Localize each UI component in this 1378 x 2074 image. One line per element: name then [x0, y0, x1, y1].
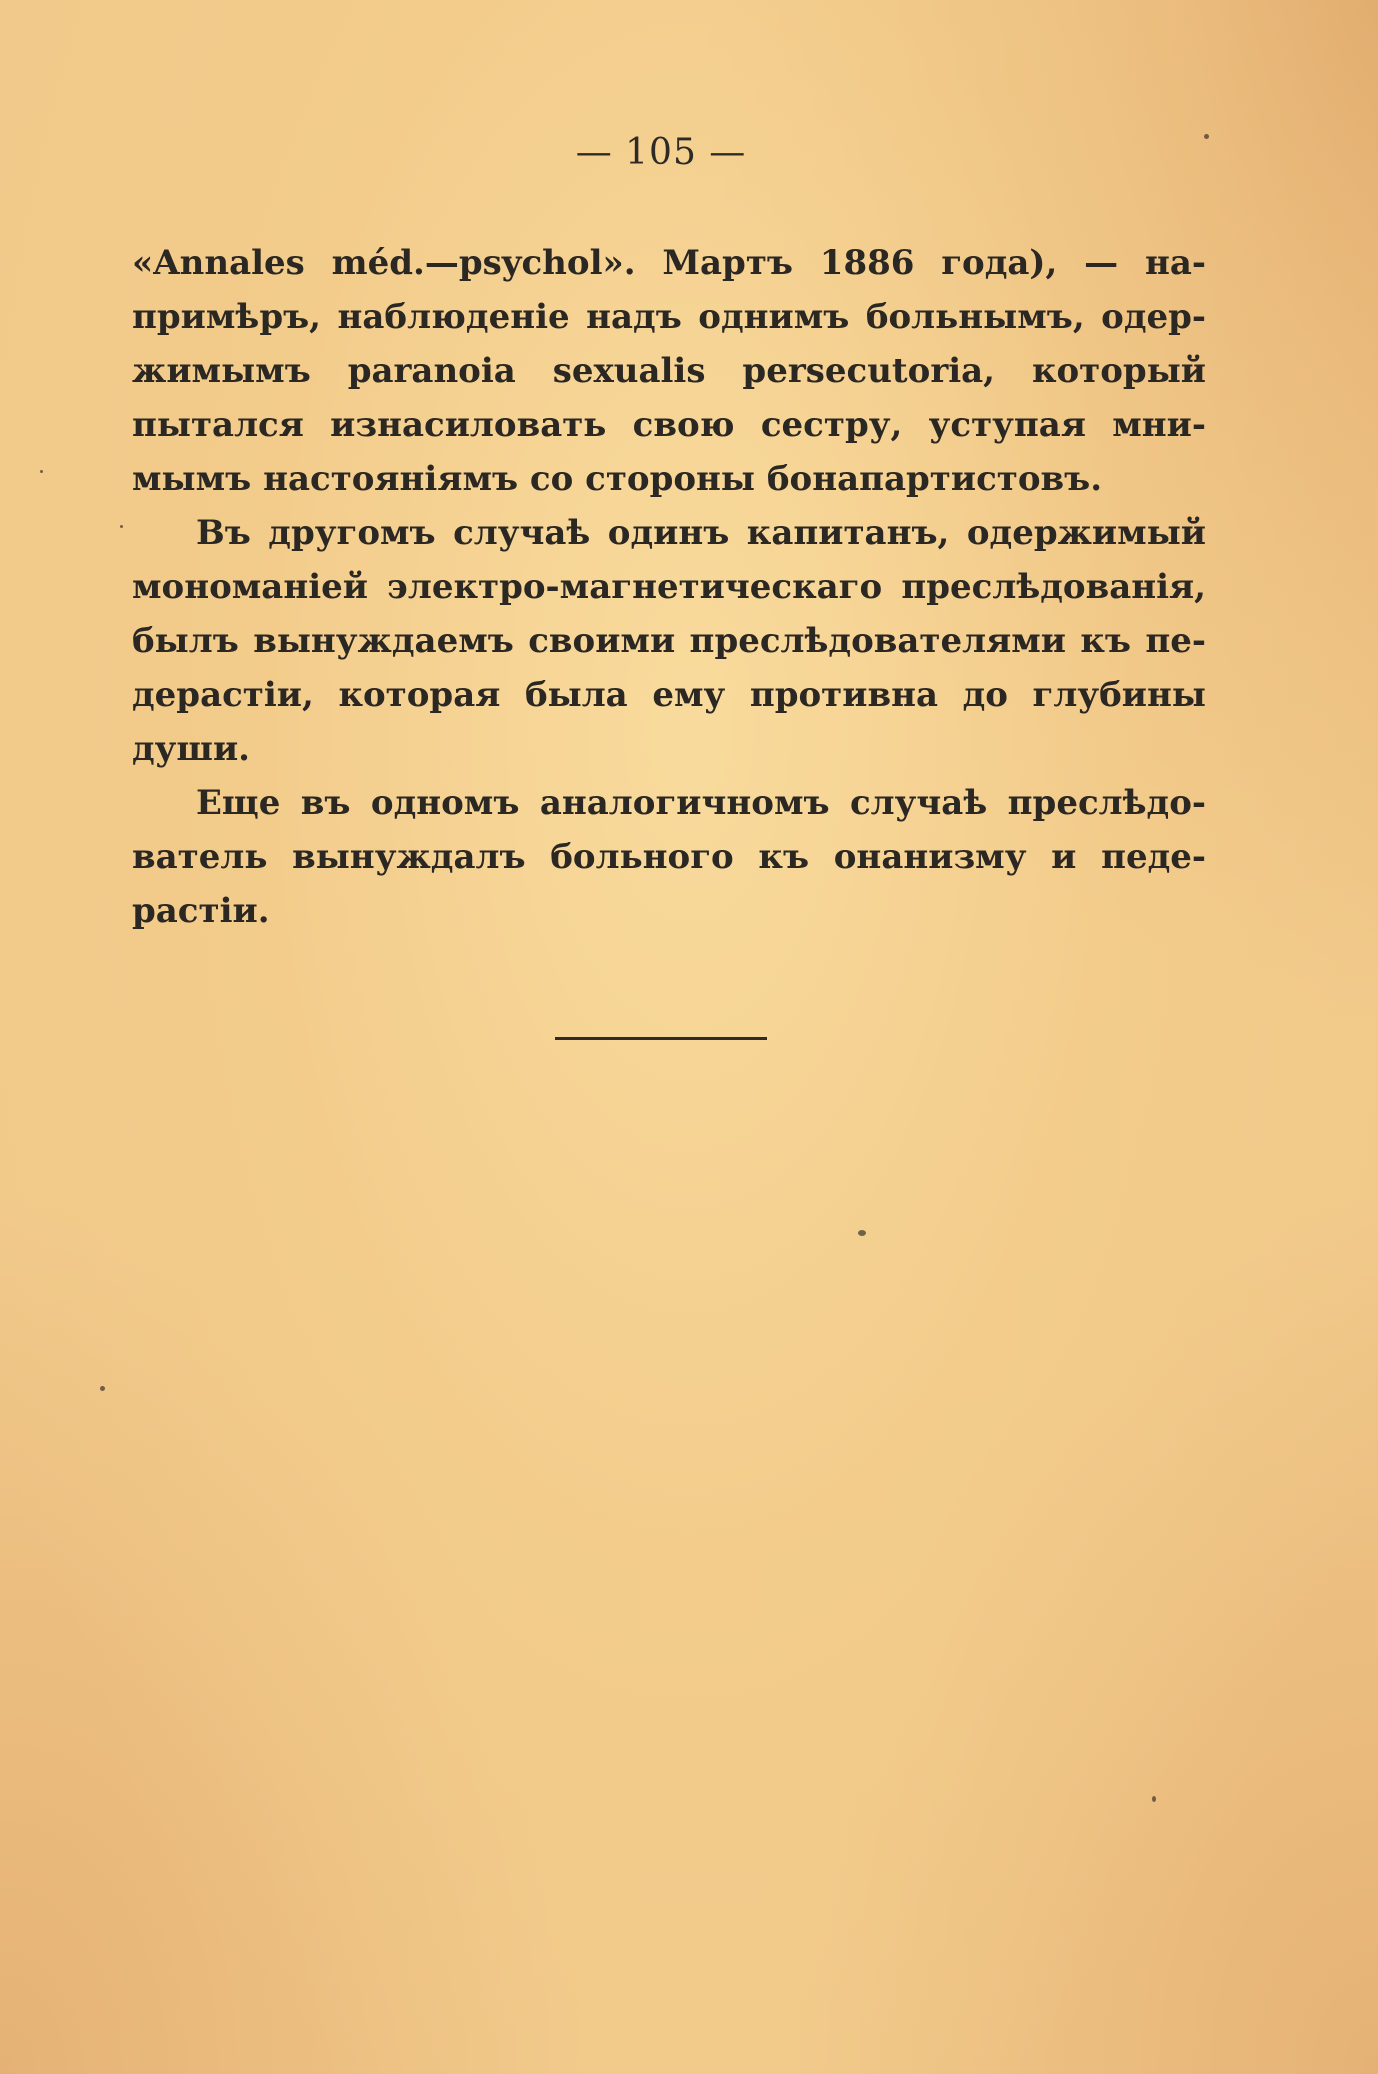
paper-speck [40, 470, 43, 473]
body-text [132, 236, 1206, 938]
paper-speck [120, 525, 123, 528]
paper-speck [1152, 1796, 1156, 1802]
paper-speck [858, 1230, 866, 1236]
section-divider-rule [555, 1037, 767, 1040]
paragraph-3: Еще въ одномъ аналогичномъ случаѣ преслѣдо-ватель вынуждалъ больного къ онанизму и педе-растіи. [132, 783, 1206, 931]
paragraph-2: Въ другомъ случаѣ одинъ капитанъ, одержимый мономаніей электро-магнетическаго преслѣдованія, былъ вынуждаемъ своими преслѣдователями къ пе-дерастіи, которая была ему противна до глубины души. [132, 513, 1206, 769]
paper-speck [100, 1386, 105, 1391]
paper-speck [1204, 134, 1209, 139]
page-number: — 105 — [575, 132, 747, 173]
paragraph-1: «Annales méd.—psychol». Мартъ 1886 года), — на-примѣръ, наблюденіе надъ однимъ больнымъ, одер-жимымъ paranoia sexualis persecutoria, который пытался изнасиловать свою сестру, уступая мни-мымъ настояніямъ со стороны бонапартистовъ. [132, 243, 1206, 499]
